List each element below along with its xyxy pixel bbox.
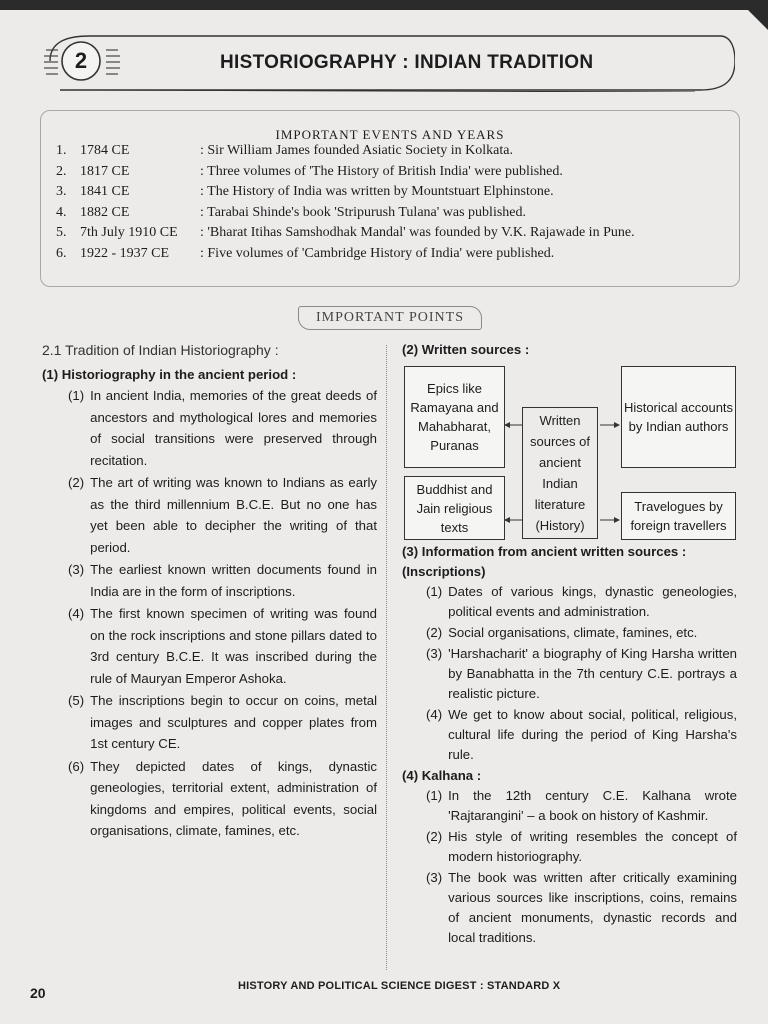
chapter-header — [30, 30, 735, 92]
information-item-number: (2) — [426, 625, 443, 640]
event-date: 1922 - 1937 CE — [80, 245, 170, 261]
ancient-period-item-text: The first known specimen of writing was found on the rock inscriptions and stone pillars dated to 3rd century B.C.E. It was inscribed during the rule of Mauryan Emperor Ashoka. — [90, 606, 377, 686]
information-list — [402, 582, 737, 765]
ancient-period-item-text: The earliest known written documents found in India are in the form of inscriptions. — [90, 562, 377, 599]
event-description: : Three volumes of 'The History of British India' were published. — [200, 164, 563, 180]
kalhana-item — [426, 868, 737, 948]
event-number: 6. — [56, 245, 67, 261]
ancient-period-item — [68, 472, 377, 558]
information-item — [426, 582, 737, 622]
ancient-period-item — [68, 690, 377, 755]
event-number: 2. — [56, 163, 67, 179]
section-title: 2.1 Tradition of Indian Historiography : — [42, 342, 279, 358]
event-number: 5. — [56, 225, 67, 240]
ancient-period-item-text: The inscriptions begin to occur on coins, metal images and sculptures and copper plates from 1st century CE. — [90, 693, 377, 751]
ancient-period-item-number: (3) — [68, 562, 85, 577]
written-sources-heading: (2) Written sources : — [402, 342, 530, 357]
central-sources-label: Written sources of ancient Indian literature (History) — [522, 407, 598, 539]
event-row — [56, 246, 736, 267]
ancient-period-item-number: (5) — [68, 693, 85, 708]
event-date: 7th July 1910 CE — [80, 225, 178, 240]
events-list — [56, 143, 736, 266]
kalhana-item-number: (3) — [426, 870, 443, 885]
information-item — [426, 705, 737, 765]
right-column — [402, 340, 737, 949]
information-item — [426, 644, 737, 704]
event-description: : 'Bharat Itihas Samshodhak Mandal' was founded by V.K. Rajawade in Pune. — [200, 225, 635, 241]
ancient-period-item — [68, 559, 377, 602]
event-row — [56, 164, 736, 185]
event-date: 1841 CE — [80, 184, 130, 199]
ancient-period-item-number: (2) — [68, 475, 85, 490]
ancient-period-item — [68, 756, 377, 842]
ancient-period-item-number: (1) — [68, 388, 85, 403]
information-item-number: (4) — [426, 707, 443, 722]
information-item-text: We get to know about social, political, religious, cultural life during the period of King Harsha's rule. — [448, 707, 737, 762]
chapter-number: 2 — [74, 48, 88, 73]
buddhist-jain-box: Buddhist and Jain religious texts — [404, 476, 505, 540]
ancient-period-item — [68, 385, 377, 471]
information-item-text: Social organisations, climate, famines, etc. — [448, 625, 698, 640]
event-description: : The History of India was written by Mountstuart Elphinstone. — [200, 184, 554, 200]
event-number: 4. — [56, 204, 67, 220]
ancient-period-item-number: (4) — [68, 606, 85, 621]
important-points-badge: IMPORTANT POINTS — [298, 306, 482, 330]
kalhana-item-number: (1) — [426, 788, 443, 803]
information-heading: (3) Information from ancient written sources : (Inscriptions) — [402, 544, 687, 579]
event-number: 1. — [56, 143, 67, 158]
event-row — [56, 205, 736, 226]
footer-title: HISTORY AND POLITICAL SCIENCE DIGEST : STANDARD X — [238, 980, 561, 992]
important-events-box — [40, 110, 740, 287]
column-divider — [386, 345, 387, 970]
event-row — [56, 143, 736, 164]
travelogues-box: Travelogues by foreign travellers — [621, 492, 736, 540]
kalhana-item — [426, 827, 737, 867]
ancient-period-item-text: In ancient India, memories of the great deeds of ancestors and mythological lores and memories of social transitions were preserved through recitation. — [90, 388, 377, 468]
information-item-number: (3) — [426, 646, 443, 661]
historical-accounts-box: Historical accounts by Indian authors — [621, 366, 736, 468]
event-date: 1882 CE — [80, 204, 130, 220]
event-number: 3. — [56, 184, 67, 199]
event-date: 1817 CE — [80, 163, 130, 179]
event-description: : Tarabai Shinde's book 'Stripurush Tulana' was published. — [200, 205, 526, 221]
event-row — [56, 225, 736, 246]
page-number: 20 — [30, 985, 46, 1001]
information-item-text: 'Harshacharit' a biography of King Harsha written by Banabhatta in the 7th century C.E. portrays a realistic picture. — [448, 646, 737, 701]
kalhana-item — [426, 786, 737, 826]
epics-box: Epics like Ramayana and Mahabharat, Puranas — [404, 366, 505, 468]
events-heading: IMPORTANT EVENTS AND YEARS — [275, 127, 505, 142]
information-item-number: (1) — [426, 584, 443, 599]
kalhana-item-text: His style of writing resembles the concept of modern historiography. — [448, 829, 737, 864]
event-description: : Sir William James founded Asiatic Society in Kolkata. — [200, 143, 513, 159]
chapter-title: HISTORIOGRAPHY : INDIAN TRADITION — [220, 52, 594, 73]
information-item-text: Dates of various kings, dynastic geneologies, political events and administration. — [448, 584, 737, 619]
central-sources-box — [522, 410, 598, 536]
ancient-period-item-number: (6) — [68, 758, 85, 774]
kalhana-list — [402, 786, 737, 948]
ancient-period-list — [42, 385, 377, 842]
kalhana-item-number: (2) — [426, 829, 443, 844]
left-column — [42, 340, 377, 843]
page-top-edge — [0, 0, 768, 10]
kalhana-item-text: The book was written after critically examining various sources like inscriptions, coins, remains of ancient monuments, dynastic records and local traditions. — [448, 870, 737, 945]
written-sources-diagram — [402, 362, 737, 538]
ancient-period-item — [68, 603, 377, 689]
event-description: : Five volumes of 'Cambridge History of India' were published. — [200, 246, 554, 262]
information-item — [426, 623, 737, 643]
kalhana-heading: (4) Kalhana : — [402, 768, 482, 783]
ancient-period-item-text: The art of writing was known to Indians as early as the third millennium B.C.E. But no one has yet been able to decipher the writing of that period. — [90, 475, 377, 555]
ancient-period-item-text: They depicted dates of kings, dynastic geneologies, territorial extent, administration of kingdoms and empires, political events, social organisations, climate, famines, etc. — [90, 758, 377, 838]
event-date: 1784 CE — [80, 143, 130, 158]
kalhana-item-text: In the 12th century C.E. Kalhana wrote 'Rajtarangini' – a book on history of Kashmir. — [448, 788, 737, 823]
ancient-period-heading: (1) Historiography in the ancient period : — [42, 366, 297, 382]
page-corner-shadow — [738, 0, 768, 30]
event-row — [56, 184, 736, 205]
